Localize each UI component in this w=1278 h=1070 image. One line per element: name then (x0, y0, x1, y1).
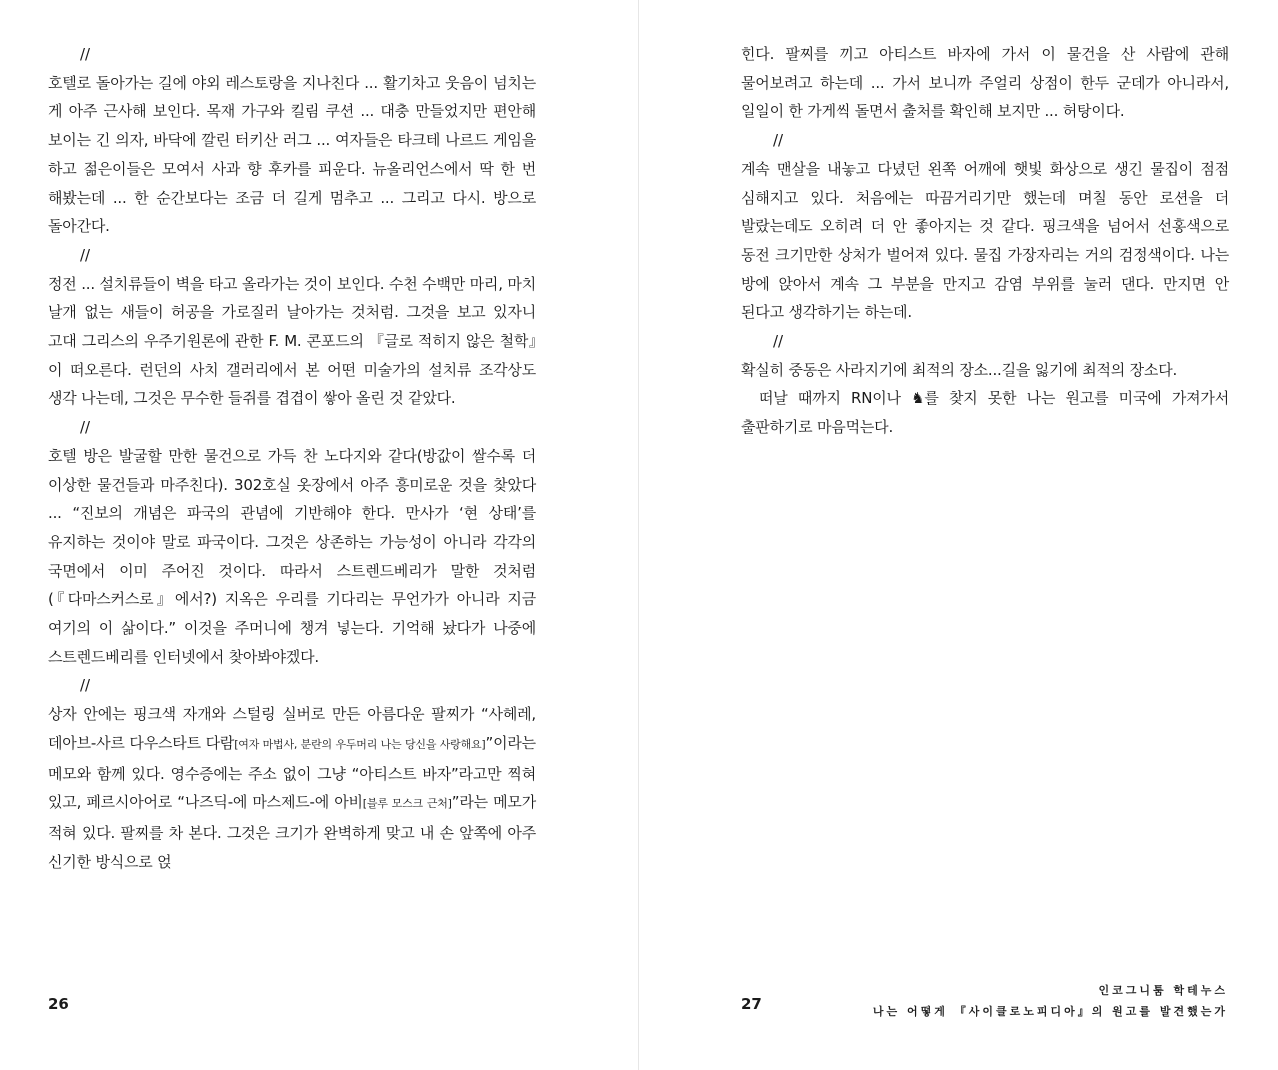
paragraph-segment: 상자 안에는 핑크색 자개와 스털링 실버로 만든 아름다운 팔찌가 “사헤레, 데아브-사르 다우스타트 다람 (48, 705, 536, 752)
section-separator: // (80, 676, 91, 695)
paragraph-segment: ”라는 메모가 적혀 있다. 팔찌를 차 본다. 그것은 크기가 완벽하게 맞고 내 손 앞쪽에 아주 신기한 방식으로 얹 (48, 793, 536, 871)
page-number-left: 26 (48, 995, 69, 1013)
body-paragraph (48, 700, 536, 876)
body-paragraph: 떠날 때까지 RN이나 ♞를 찾지 못한 나는 원고를 미국에 가져가서 출판하기로 마음먹는다. (741, 389, 1229, 437)
left-page (48, 40, 536, 876)
section-separator: // (80, 245, 91, 264)
page-gutter (638, 0, 639, 1070)
running-head-title: 나는 어떻게 『사이클로노피디아』의 원고를 발견했는가 (872, 1005, 1228, 1018)
running-head (873, 980, 1228, 1022)
body-paragraph: 확실히 중동은 사라지기에 최적의 장소...길을 잃기에 최적의 장소다. (741, 360, 1178, 379)
paragraph-segment: ”이라는 메모와 함께 있다. 영수증에는 주소 없이 그냥 “아티스트 바자”라고만 찍혀 있고, 페르시아어로 “나즈딕-에 마스제드-에 아비 (48, 733, 536, 812)
section-separator: // (773, 332, 784, 351)
bracketed-translation: [여자 마법사, 분란의 우두머리 나는 당신을 사랑해요] (234, 737, 486, 751)
section-separator: // (773, 131, 784, 150)
body-paragraph: 계속 맨살을 내놓고 다녔던 왼쪽 어깨에 햇빛 화상으로 생긴 물집이 점점 심해지고 있다. 처음에는 따끔거리기만 했는데 며칠 동안 로션을 더 발랐는데도 오히려 더 안 좋아지는 것 같다. 핑크색을 넘어서 선홍색으로 동전 크기만한 상처가 벌어져 있다. 물집 가장자리는 거의 검정색이다. 나는 방에 앉아서 계속 그 부분을 만지고 감염 부위를 눌러 댄다. 만지면 안 된다고 생각하기는 하는데. (741, 159, 1229, 322)
section-separator: // (80, 45, 91, 63)
body-paragraph: 호텔로 돌아가는 길에 야외 레스토랑을 지나친다 ... 활기차고 웃음이 넘치는 게 아주 근사해 보인다. 목재 가구와 킬림 쿠션 ... 대충 만들었지만 편안해 보이는 긴 의자, 바닥에 깔린 터키산 러그 ... 여자들은 타크테 나르드 게임을 하고 젊은이들은 모여서 사과 향 후카를 피운다. 뉴올리언스에서 딱 한 번 해봤는데 ... 한 순간보다는 조금 더 길게 멈추고 ... 그리고 다시. 방으로 돌아간다. (48, 73, 536, 236)
running-head-chapter: 인코그니툼 학테누스 (1098, 984, 1228, 997)
right-page (741, 40, 1229, 442)
body-paragraph: 힌다. 팔찌를 끼고 아티스트 바자에 가서 이 물건을 산 사람에 관해 물어보려고 하는데 ... 가서 보니까 주얼리 상점이 한두 군데가 아니라서, 일일이 한 가게씩 돌면서 출처를 확인해 보지만 ... 허탕이다. (741, 45, 1229, 121)
body-paragraph: 정전 ... 설치류들이 벽을 타고 올라가는 것이 보인다. 수천 수백만 마리, 마치 날개 없는 새들이 허공을 가로질러 날아가는 것처럼. 그것을 보고 있자니 고대 그리스의 우주기원론에 관한 F. M. 콘포드의 『글로 적히지 않은 철학』이 떠오른다. 런던의 사치 갤러리에서 본 어떤 미술가의 설치류 조각상도 생각 나는데, 그것은 무수한 들쥐를 겹겹이 쌓아 올린 것 같았다. (48, 274, 536, 408)
body-paragraph: 호텔 방은 발굴할 만한 물건으로 가득 찬 노다지와 같다(방값이 쌀수록 더 이상한 물건들과 마주친다). 302호실 옷장에서 아주 흥미로운 것을 찾았다 ... “진보의 개념은 파국의 관념에 기반해야 한다. 만사가 ‘현 상태’를 유지하는 것이야 말로 파국이다. 그것은 상존하는 가능성이 아니라 각각의 국면에서 이미 주어진 것이다. 따라서 스트렌드베리가 말한 것처럼 (『다마스커스로』에서?) 지옥은 우리를 기다리는 무언가가 아니라 지금 여기의 이 삶이다.” 이것을 주머니에 챙겨 넣는다. 기억해 놨다가 나중에 스트렌드베리를 인터넷에서 찾아봐야겠다. (48, 446, 536, 666)
section-separator: // (80, 418, 91, 437)
page-number-right: 27 (741, 995, 762, 1013)
bracketed-translation: [블루 모스크 근처] (362, 797, 452, 811)
